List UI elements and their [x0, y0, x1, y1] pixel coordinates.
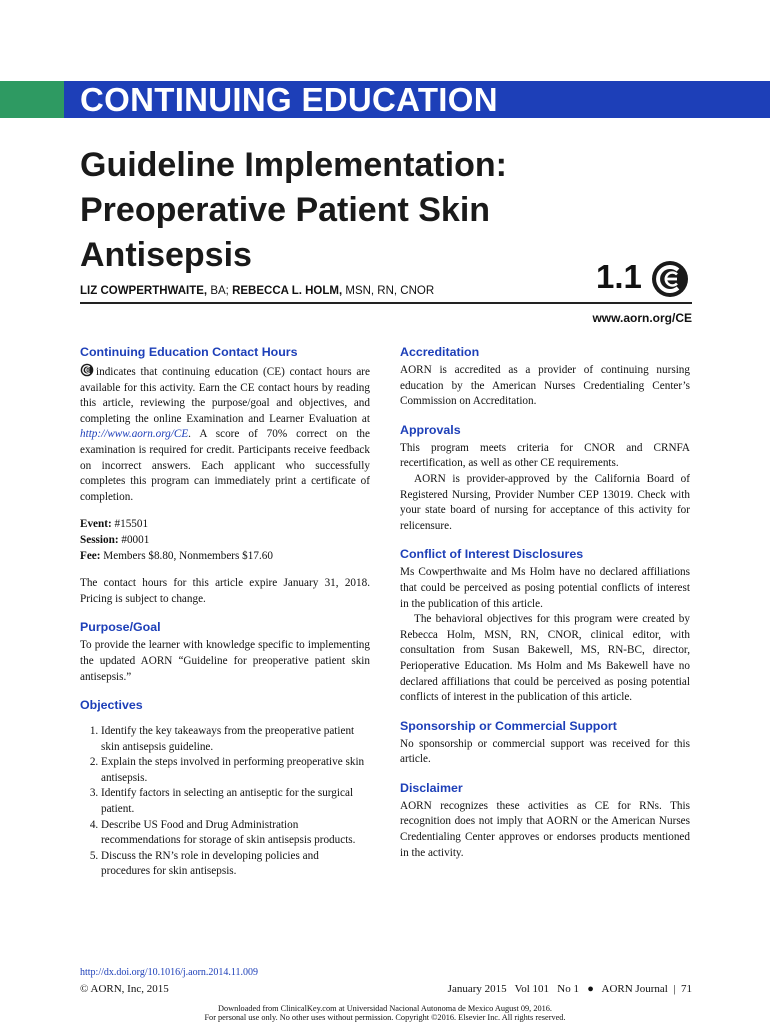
section-banner [64, 81, 770, 118]
objectives-list [80, 724, 370, 880]
approvals-text: AORN is provider-approved by the California Board of Registered Nursing, Provider Number CEP 13019. Check with your state board of nursing for acceptance of this activity for relicensure. [400, 472, 690, 532]
objectives-heading: Objectives [80, 698, 143, 713]
event-line [80, 517, 370, 533]
title-line: Preoperative Patient Skin [80, 191, 491, 229]
purpose-heading: Purpose/Goal [80, 620, 161, 635]
title-line: Antisepsis [80, 236, 252, 274]
sponsorship-text: No sponsorship or commercial support was received for this article. [400, 737, 690, 766]
contact-hours-text [80, 363, 370, 505]
title-line: Guideline Implementation: [80, 146, 507, 184]
contact-text: indicates that continuing education (CE) contact hours are available for this activity. Earn the CE contact hours by reading this article, reviewing the purpose/goal and objectives, and completing the online Examination and Learner Evaluation at [80, 366, 370, 425]
journal-info: January 2015 Vol 101 No 1 ● AORN Journal | 71 [447, 983, 692, 995]
list-item: 1. Identify the key takeaways from the preoperative patient skin antisepsis guideline. [101, 724, 370, 755]
contact-text: . A score of 70% correct on the examination is required for credit. Participants receive feedback on incorrect answers. Each applicant who successfully completes this program can immediately print a certificate of completion. [80, 428, 370, 503]
ce-logo-icon [80, 363, 94, 377]
author-name: LIZ COWPERTHWAITE, [80, 285, 208, 297]
download-notice: Downloaded from ClinicalKey.com at Universidad Nacional Autonoma de Mexico August 09, 2016. [217, 1004, 553, 1013]
right-column [400, 344, 690, 861]
author-name: REBECCA L. HOLM, [228, 285, 343, 297]
session-value: #0001 [118, 533, 150, 546]
expiry-text: The contact hours for this article expire January 31, 2018. Pricing is subject to change. [80, 577, 370, 605]
author-line [80, 285, 434, 297]
list-item: 3. Identify factors in selecting an antiseptic for the surgical patient. [101, 786, 370, 817]
header-divider [80, 302, 692, 304]
article-title [80, 143, 600, 278]
author-credentials: BA; [207, 285, 229, 297]
event-value: #15501 [111, 518, 149, 531]
doi-link[interactable]: http://dx.doi.org/10.1016/j.aorn.2014.11.009 [80, 967, 259, 978]
sponsorship-heading: Sponsorship or Commercial Support [400, 718, 617, 733]
conflict-text: The behavioral objectives for this program were created by Rebecca Holm, MSN, RN, CNOR, clinical editor, with consultation from Susan Bakewell, MS, RN-BC, director, Perioperative Education. Ms Holm and Ms Bakewell have no declared affiliations that could be perceived as posing potential conflicts of interest in the publication of this article. [400, 613, 690, 704]
conflict-text: Ms Cowperthwaite and Ms Holm have no declared affiliations that could be perceived as posing potential conflicts of interest in the publication of this article. [400, 566, 690, 610]
copyright: © AORN, Inc, 2015 [80, 983, 169, 995]
session-line [80, 533, 370, 549]
fee-label: Fee: [80, 549, 101, 562]
usage-notice: For personal use only. No other uses without permission. Copyright ©2016. Elsevier Inc. All rights reserved. [204, 1013, 566, 1022]
accreditation-heading: Accreditation [400, 345, 480, 359]
disclaimer-heading: Disclaimer [400, 780, 463, 795]
approvals-text: This program meets criteria for CNOR and CRNFA recertification, as well as other CE requirements. [400, 441, 690, 470]
approvals-heading: Approvals [400, 422, 461, 437]
list-item: 4. Describe US Food and Drug Administration recommendations for storage of skin antisepsis products. [101, 818, 370, 849]
contact-hours-value: 1.1 [596, 258, 642, 295]
ce-url[interactable]: www.aorn.org/CE [592, 311, 692, 325]
event-label: Event: [80, 518, 112, 531]
purpose-text: To provide the learner with knowledge specific to implementing the updated AORN “Guideline for preoperative patient skin antisepsis.” [80, 639, 370, 683]
list-item: 5. Discuss the RN’s role in developing policies and procedures for skin antisepsis. [101, 849, 370, 880]
list-item: 2. Explain the steps involved in performing preoperative skin antisepsis. [101, 755, 370, 786]
author-credentials: MSN, RN, CNOR [342, 285, 435, 297]
contact-hours-heading: Continuing Education Contact Hours [80, 345, 298, 359]
conflict-heading: Conflict of Interest Disclosures [400, 547, 584, 562]
ce-logo-icon [650, 259, 690, 299]
banner-title: CONTINUING EDUCATION [80, 81, 498, 118]
session-label: Session: [80, 533, 119, 546]
ce-link[interactable]: http://www.aorn.org/CE [80, 428, 189, 441]
banner-accent [0, 81, 64, 118]
accreditation-text: AORN is accredited as a provider of continuing nursing education by the American Nurses Credentialing Center’s Commission on Accreditation. [400, 364, 690, 408]
left-column [80, 344, 370, 880]
fee-line [80, 549, 370, 565]
disclaimer-text: AORN recognizes these activities as CE for RNs. This recognition does not imply that AORN or the American Nurses Credentialing Center approves or endorses products mentioned in the activity. [400, 799, 690, 859]
fee-value: Members $8.80, Nonmembers $17.60 [100, 549, 273, 562]
